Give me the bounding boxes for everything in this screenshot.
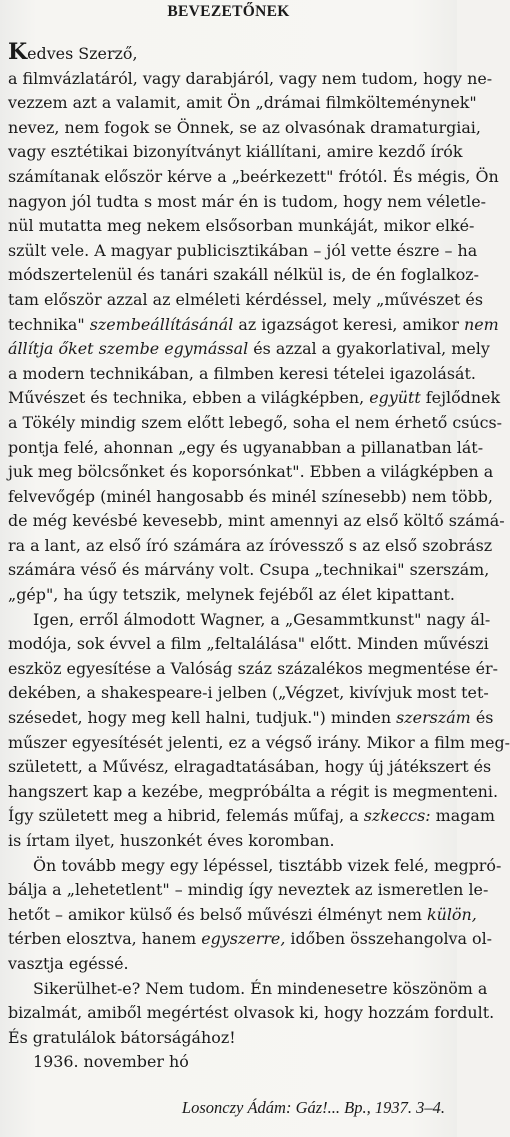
text-line: született, a Művész, elragadtatásában, hogy új játékszert és	[8, 757, 492, 777]
text-line: a filmvázlatáról, vagy darabjáról, vagy nem tudom, hogy ne-	[8, 68, 493, 88]
text-line: juk meg bölcsőnket és koporsónkat". Ebben a világképben a	[8, 462, 494, 482]
text-line: dekében, a shakespeare-i jelben („Végzet, kivívjuk most tet-	[8, 683, 489, 703]
text-line: nagyon jól tudta s most már én is tudom, hogy nem véletle-	[8, 191, 487, 211]
text-line: szésedet, hogy meg kell halni, tudjuk.") minden szerszám és	[8, 708, 494, 728]
text-line: Igen, erről álmodott Wagner, a „Gesammtkunst" nagy ál-	[33, 609, 491, 629]
text-line: modója, sok évvel a film „feltalálása" előtt. Minden művészi	[8, 634, 489, 654]
text-line: Sikerülhet-e? Nem tudom. Én mindenesetre köszönöm a	[33, 978, 488, 998]
text-line: „gép", ha úgy tetszik, melynek fejéből az élet kipattant.	[8, 585, 455, 605]
text-line: És gratulálok bátorságához!	[8, 1027, 236, 1047]
text-line: vagy esztétikai bizonyítványt kiállítani, amire kezdő írók	[8, 142, 463, 162]
text-line: számítanak először kérve a „beérkezett" frótól. És mégis, Ön	[8, 166, 499, 186]
text-line: Így született meg a hibrid, felemás műfaj, a szkeccs: magam	[8, 806, 495, 826]
text-line: szült vele. A magyar publicisztikában – jól vette észre – ha	[8, 240, 478, 260]
text-line: vasztja egéssé.	[8, 953, 129, 973]
text-line: ra a lant, az első író számára az íróvessző s az első szobrász	[8, 535, 493, 555]
text-line: nül mutatta meg nekem elsősorban munkáját, mikor elké-	[8, 216, 475, 236]
text-line: is írtam ilyet, huszonkét éves koromban.	[8, 831, 335, 850]
text-line: állítja őket szembe egymással és azzal a gyakorlatival, mely	[8, 339, 490, 359]
page-title: BEVEZETŐNEK	[167, 3, 290, 20]
text-line: eszköz egyesítése a Valóság száz százalékos megmentése ér-	[8, 658, 498, 678]
text-line: nevez, nem fogok se Önnek, se az olvasónak dramaturgiai,	[8, 117, 481, 137]
text-line: tam először azzal az elméleti kérdéssel, mely „művészet és	[8, 289, 483, 309]
text-line: technika" szembeállításánál az igazságot keresi, amikor nem	[8, 314, 499, 334]
text-line: a modern technikában, a filmben keresi tételei igazolását.	[8, 363, 476, 383]
text-line: de még kevésbé kevesebb, mint amennyi az első költő számá-	[8, 511, 505, 531]
source-citation: Losonczy Ádám: Gáz!... Bp., 1937. 3–4.	[181, 1098, 445, 1117]
salutation-initial: K	[8, 39, 28, 65]
letter-date: 1936. november hó	[33, 1052, 189, 1072]
text-line: térben elosztva, hanem egyszerre, időben összehangolva ol-	[8, 929, 493, 949]
text-line: bizalmát, amiből megértést olvasok ki, hogy hozzám fordult.	[8, 1003, 495, 1023]
text-line: a Tökély mindig szem előtt lebegő, soha el nem érhető csúcs-	[8, 412, 503, 432]
text-line: pontja felé, ahonnan „egy és ugyanabban a pillanatban lát-	[8, 437, 484, 457]
text-line: Művészet és technika, ebben a világképben, együtt fejlődnek	[8, 388, 501, 408]
text-line: hetőt – amikor külső és belső művészi élményt nem külön,	[8, 904, 477, 924]
text-line: műszer egyesítését jelenti, ez a végső irány. Mikor a film meg-	[8, 732, 510, 752]
salutation-text: edves Szerző,	[27, 44, 138, 63]
text-line: vezzem azt a valamit, amit Ön „drámai filmkölteménynek"	[8, 93, 477, 113]
text-line: hangszert kap a kezébe, megpróbálta a régit is megmenteni.	[8, 781, 499, 801]
text-line: módszertelenül és tanári szakáll nélkül is, de én foglalkoz-	[8, 265, 480, 285]
text-line: számára véső és márvány volt. Csupa „technikai" szerszám,	[8, 560, 490, 580]
text-line: felvevőgép (minél hangosabb és minél színesebb) nem több,	[8, 486, 493, 506]
letter-body	[8, 39, 510, 1075]
text-line: bálja a „lehetetlent" – mindig így neveztek az ismeretlen le-	[8, 880, 489, 900]
text-line: Ön tovább megy egy lépéssel, tisztább vizek felé, megpró-	[33, 855, 502, 875]
salutation	[8, 40, 446, 67]
paragraphs	[8, 67, 510, 1051]
